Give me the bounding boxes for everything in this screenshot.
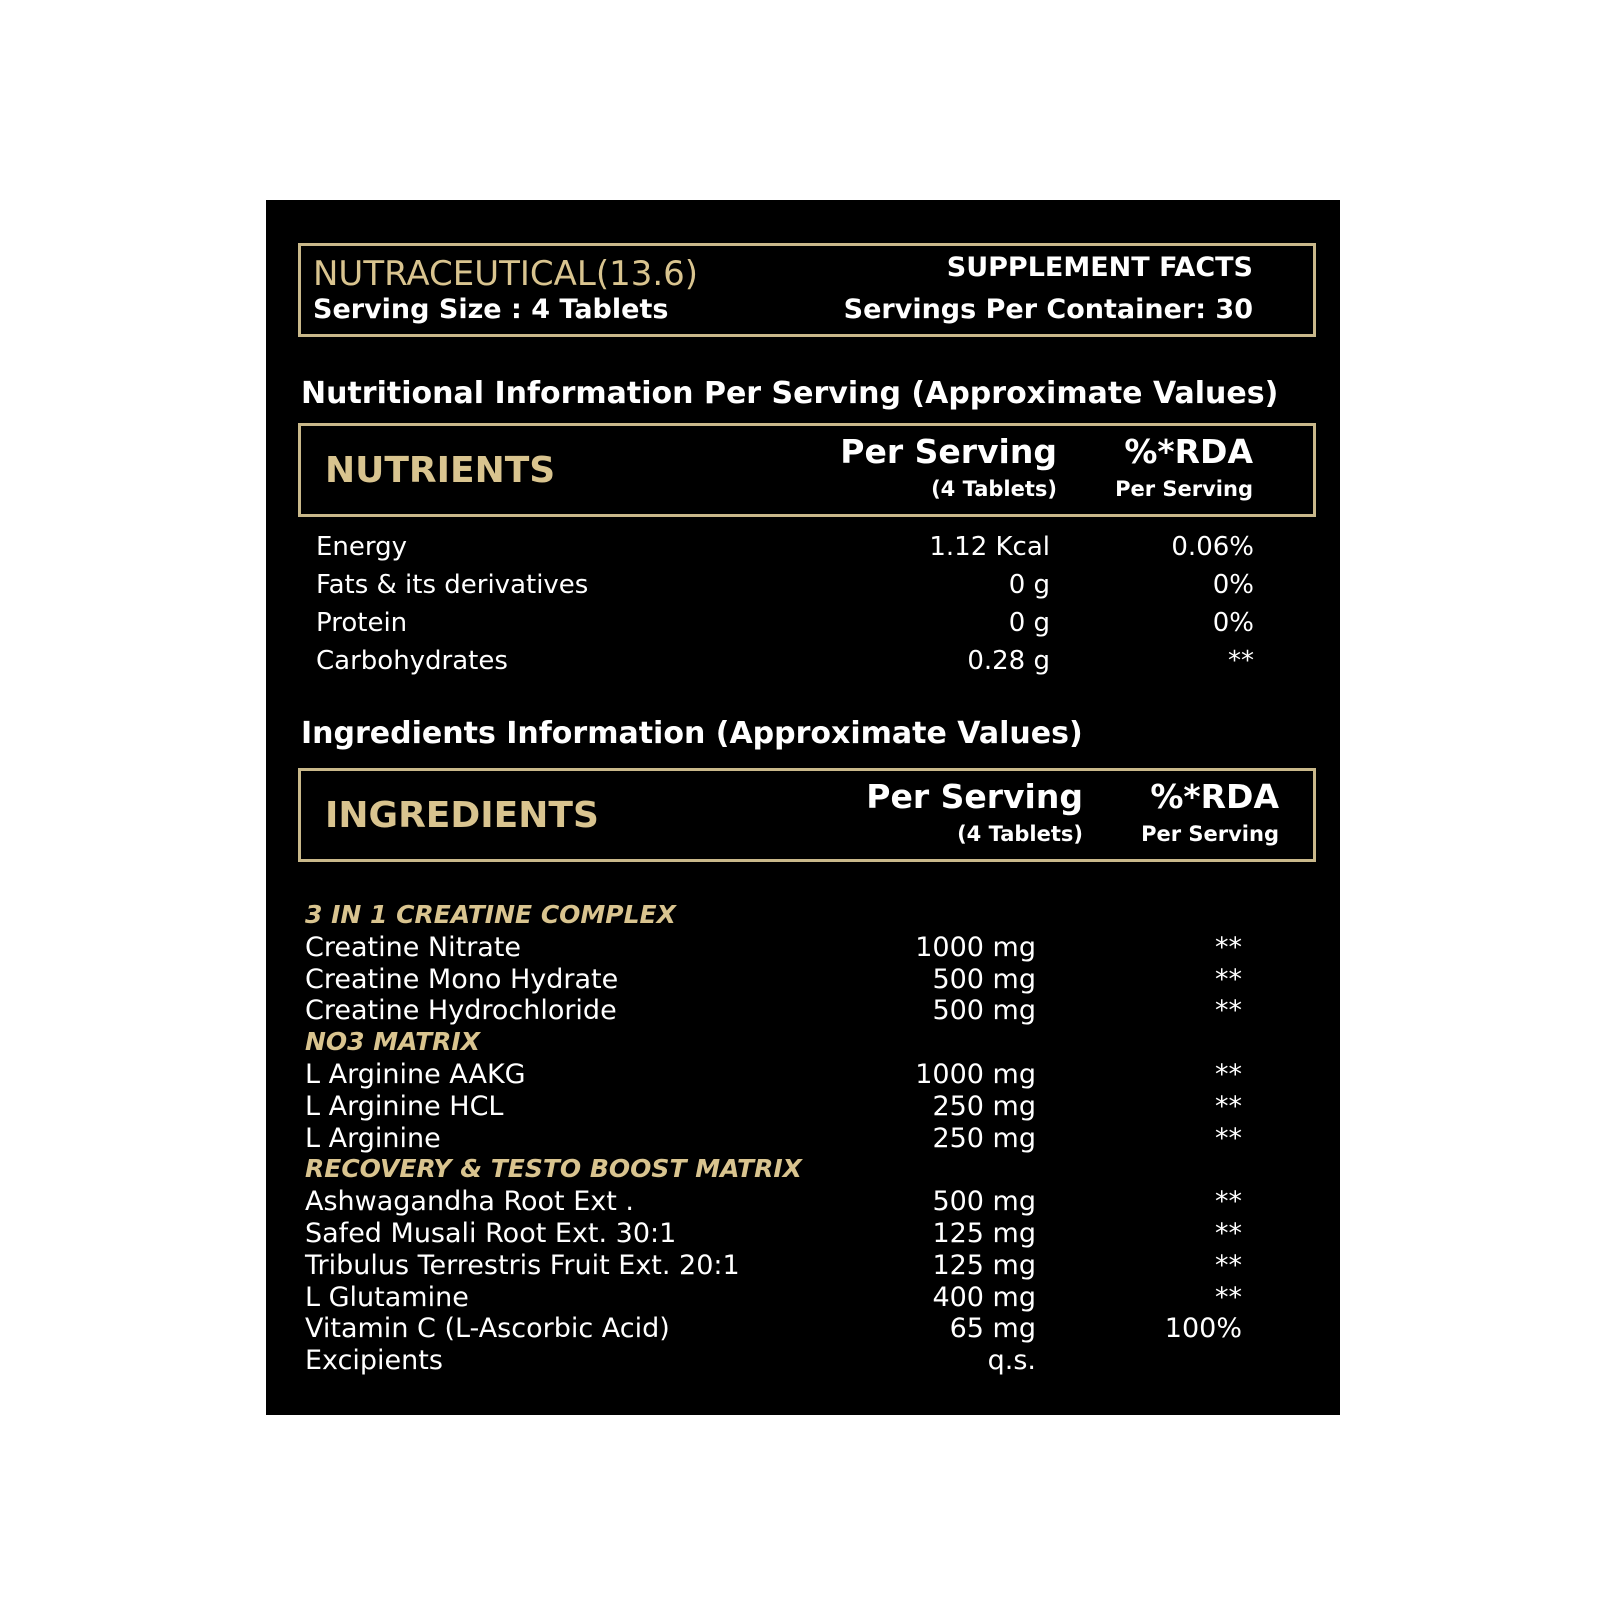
nutrient-row (266, 608, 1340, 646)
nutrient-per-serving: 0 g (1008, 570, 1050, 600)
ingredient-name: Creatine Hydrochloride (305, 995, 617, 1027)
ingredient-per-serving: 125 mg (932, 1249, 1036, 1281)
servings-per-container: Servings Per Container: 30 (843, 294, 1253, 325)
ingredient-row (266, 1282, 1340, 1314)
nutrient-per-serving: 0 g (1008, 608, 1050, 638)
ingredient-per-serving: 500 mg (932, 963, 1036, 995)
ingredient-per-serving: 125 mg (932, 1218, 1036, 1249)
nutrient-rda: 0% (1212, 570, 1254, 600)
ingredient-name: Creatine Mono Hydrate (305, 963, 619, 995)
ingredient-per-serving: 1000 mg (915, 1059, 1036, 1090)
ingredients-heading: INGREDIENTS (325, 795, 599, 836)
ingredient-name: L Arginine (305, 1122, 441, 1154)
ingredient-row (266, 1218, 1340, 1250)
nutrient-rda: ** (1228, 646, 1254, 676)
facts-title: SUPPLEMENT FACTS (946, 252, 1253, 283)
nutrient-name: Protein (316, 608, 408, 638)
ingredient-name: Excipients (305, 1345, 443, 1377)
ingredient-rda: ** (1215, 1122, 1242, 1154)
ingredient-name: Safed Musali Root Ext. 30:1 (305, 1218, 677, 1249)
ingredient-rda: ** (1215, 963, 1242, 995)
ingredient-name: Tribulus Terrestris Fruit Ext. 20:1 (305, 1249, 740, 1281)
ingredient-per-serving: 65 mg (949, 1313, 1036, 1345)
ingredient-row (266, 1345, 1340, 1377)
ingredients-column-header (298, 768, 1316, 862)
ingredient-group-heading (266, 900, 1340, 932)
supplement-facts-panel (266, 200, 1340, 1415)
nutrient-row (266, 532, 1340, 570)
ingredient-group-heading (266, 1027, 1340, 1059)
ingredient-rda: ** (1215, 1059, 1242, 1090)
brand-name: NUTRACEUTICAL(13.6) (313, 254, 699, 294)
ingredient-rda: ** (1215, 1218, 1242, 1249)
nutrients-rda-sub: Per Serving (1115, 477, 1253, 501)
ingredient-per-serving: 400 mg (932, 1281, 1036, 1313)
ingredient-row (266, 1186, 1340, 1218)
nutrients-per-serving-sub: (4 Tablets) (931, 477, 1057, 501)
ingredient-row (266, 995, 1340, 1027)
ingredient-row (266, 1123, 1340, 1155)
ingredient-row (266, 964, 1340, 996)
ingredient-row (266, 1313, 1340, 1345)
ingredient-rda: ** (1215, 1281, 1242, 1313)
ingredient-name: L Glutamine (305, 1281, 469, 1313)
ingredient-per-serving: 1000 mg (915, 931, 1036, 963)
ingredient-row (266, 1091, 1340, 1123)
ingredient-per-serving: 500 mg (932, 1186, 1036, 1218)
nutrition-section-title: Nutritional Information Per Serving (Approximate Values) (301, 376, 1279, 411)
ingredient-row (266, 932, 1340, 964)
nutrient-row (266, 570, 1340, 608)
ingredient-per-serving: 250 mg (932, 1090, 1036, 1122)
nutrients-per-serving-heading: Per Serving (840, 432, 1057, 471)
nutrient-name: Carbohydrates (316, 646, 508, 676)
ingredients-per-serving-heading: Per Serving (866, 777, 1083, 816)
ingredient-name: L Arginine AAKG (305, 1059, 526, 1090)
ingredient-rda: ** (1215, 1249, 1242, 1281)
ingredient-group-heading (266, 1154, 1340, 1186)
ingredient-name: 3 IN 1 CREATINE COMPLEX (305, 900, 676, 929)
ingredient-row (266, 1250, 1340, 1282)
ingredient-rda: ** (1215, 1186, 1242, 1218)
nutrient-per-serving: 1.12 Kcal (929, 532, 1050, 562)
serving-size: Serving Size : 4 Tablets (313, 294, 669, 325)
ingredient-rda: ** (1215, 931, 1242, 963)
ingredient-per-serving: 250 mg (932, 1122, 1036, 1154)
ingredient-rda: ** (1215, 995, 1242, 1027)
nutrient-row (266, 646, 1340, 684)
ingredient-row (266, 1059, 1340, 1091)
nutrient-name: Energy (316, 532, 408, 562)
ingredient-name: Vitamin C (L-Ascorbic Acid) (305, 1313, 670, 1345)
nutrients-rda-heading: %*RDA (1124, 432, 1253, 471)
nutrient-rda: 0% (1212, 608, 1254, 638)
ingredient-name: RECOVERY & TESTO BOOST MATRIX (305, 1154, 802, 1184)
ingredient-per-serving: q.s. (987, 1345, 1036, 1377)
ingredient-name: L Arginine HCL (305, 1090, 504, 1122)
facts-header-box (298, 243, 1316, 337)
nutrient-rda: 0.06% (1171, 532, 1254, 562)
ingredient-name: Creatine Nitrate (305, 931, 522, 963)
ingredient-per-serving: 500 mg (932, 995, 1036, 1027)
ingredient-name: NO3 MATRIX (305, 1027, 480, 1057)
ingredient-name: Ashwagandha Root Ext . (305, 1186, 634, 1218)
nutrients-heading: NUTRIENTS (325, 450, 556, 491)
ingredient-rda: ** (1215, 1090, 1242, 1122)
ingredients-rda-sub: Per Serving (1141, 822, 1279, 846)
ingredients-rda-heading: %*RDA (1150, 777, 1279, 816)
ingredients-per-serving-sub: (4 Tablets) (957, 822, 1083, 846)
ingredients-section-title: Ingredients Information (Approximate Values) (301, 716, 1083, 751)
nutrient-name: Fats & its derivatives (316, 570, 589, 600)
nutrients-column-header (298, 423, 1316, 517)
nutrient-per-serving: 0.28 g (967, 646, 1050, 676)
ingredient-rda: 100% (1164, 1313, 1242, 1345)
